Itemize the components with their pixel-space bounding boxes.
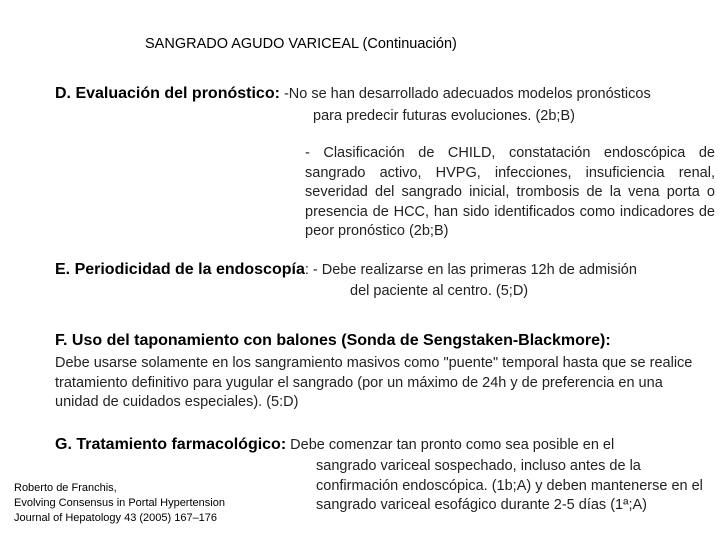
section-f-heading: F. Uso del taponamiento con balones (Sonda de Sengstaken-Blackmore): <box>55 332 611 349</box>
reference-journal: Journal of Hepatology 43 (2005) 167–176 <box>14 512 218 524</box>
section-g-text-cont: sangrado variceal sospechado, incluso antes de la confirmación endoscópica. (1b;A) y deben mantenerse en el sangrado variceal esofágico durante 2-5 días (1ª;A) <box>316 458 703 513</box>
section-d-text-first: -No se han desarrollado adecuados modelos pronósticos <box>279 86 651 102</box>
section-f-text: Debe usarse solamente en los sangramiento masivos como "puente" temporal hasta que se realice tratamiento definitivo para yugular el sangrado (por un máximo de 24h y de preferencia en una unidad de cuidados especiales). (5:D) <box>55 355 693 410</box>
section-e-text-first: : - Debe realizarse en las primeras 12h de admisión <box>304 262 637 278</box>
reference-block <box>14 481 225 526</box>
section-g-heading: G. Tratamiento farmacológico: <box>55 436 287 453</box>
section-g-text-first: Debe comenzar tan pronto como sea posible en el <box>286 437 615 453</box>
section-e-text-cont: del paciente al centro. (5;D) <box>350 283 529 299</box>
section-d-heading: D. Evaluación del pronóstico: <box>55 85 280 102</box>
section-e-heading: E. Periodicidad de la endoscopía <box>55 261 305 278</box>
section-d-paragraph-2: - Clasificación de CHILD, constatación endoscópica de sangrado activo, HVPG, infecciones, insuficiencia renal, severidad del sangrado inicial, trombosis de la vena porta o presencia de HCC, han sido identificados como indicadores de peor pronóstico (2b;B) <box>305 145 715 239</box>
section-g-line <box>55 436 614 456</box>
section-e-line <box>55 261 637 281</box>
reference-author: Roberto de Franchis, <box>14 482 117 494</box>
section-d-text-cont: para predecir futuras evoluciones. (2b;B) <box>313 108 575 124</box>
page-title: SANGRADO AGUDO VARICEAL (Continuación) <box>145 36 457 52</box>
reference-title: Evolving Consensus in Portal Hypertension <box>14 497 225 509</box>
section-d-line <box>55 85 651 105</box>
